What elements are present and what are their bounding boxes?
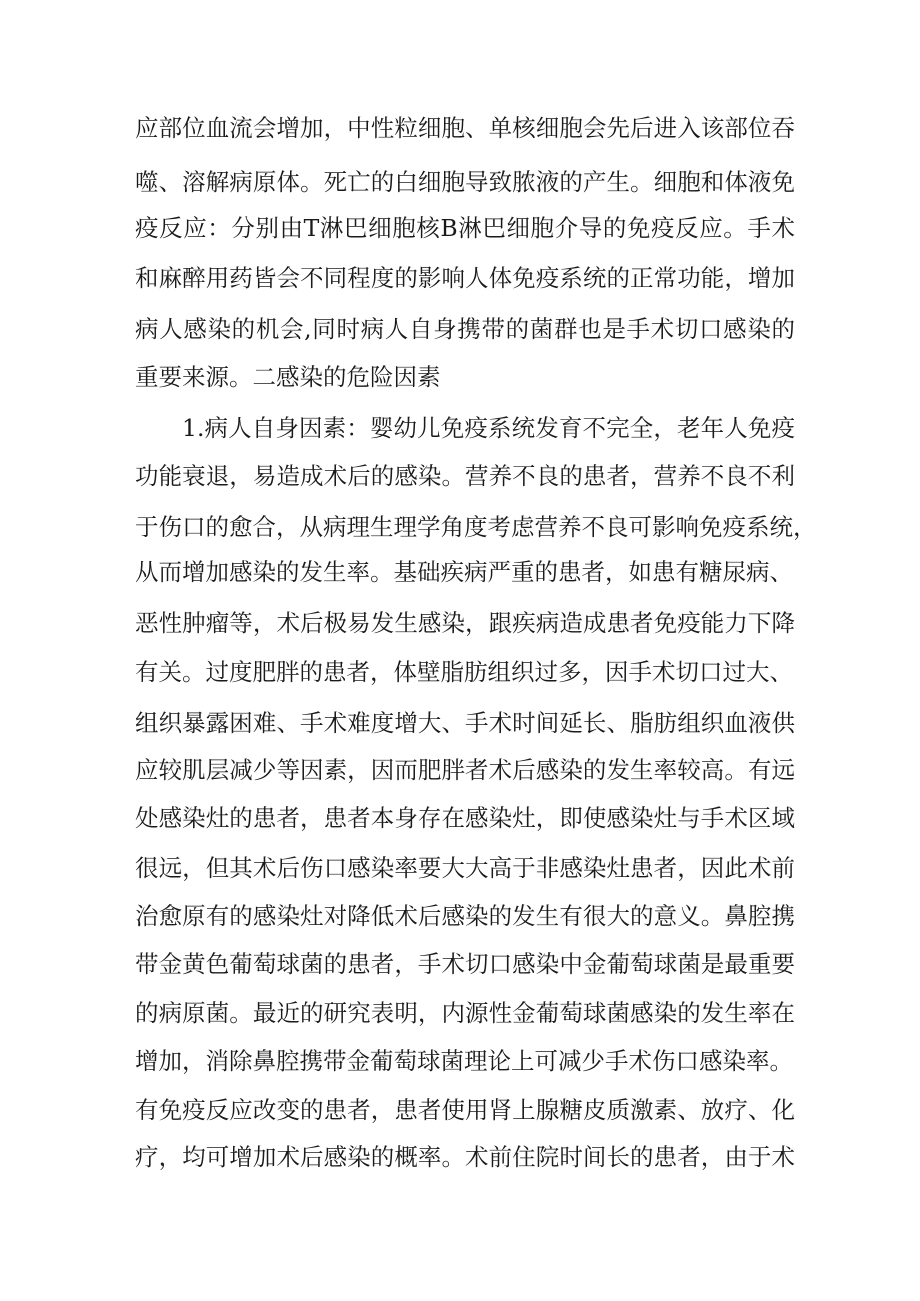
text-line: 很远，但其术后伤口感染率要大大高于非感染灶患者，因此术前 [135,854,795,882]
text-line: 治愈原有的感染灶对降低术后感染的发生有很大的意义。鼻腔携 [135,902,795,930]
text-line: 从而增加感染的发生率。基础疾病严重的患者，如患有糖尿病、 [135,558,793,586]
text-line: 组织暴露困难、手术难度增大、手术时间延长、脂肪组织血液供 [135,709,795,737]
paragraph-first-line: 1.病人自身因素：婴幼儿免疫系统发育不完全，老年人免疫 [182,414,795,442]
text-line: 恶性肿瘤等，术后极易发生感染，跟疾病造成患者免疫能力下降 [135,609,795,637]
text-line: 和麻醉用药皆会不同程度的影响人体免疫系统的正常功能，增加 [135,264,795,292]
text-line: 带金黄色葡萄球菌的患者，手术切口感染中金葡萄球菌是最重要 [135,950,795,978]
text-line: 噬、溶解病原体。死亡的白细胞导致脓液的产生。细胞和体液免 [135,168,795,196]
text-line: 增加，消除鼻腔携带金葡萄球菌理论上可减少手术伤口感染率。 [135,1047,793,1075]
text-line: 疫反应：分别由T淋巴细胞核B淋巴细胞介导的免疫反应。手术 [135,214,795,242]
text-line: 的病原菌。最近的研究表明，内源性金葡萄球菌感染的发生率在 [135,999,795,1027]
text-line: 疗，均可增加术后感染的概率。术前住院时间长的患者，由于术 [135,1143,795,1171]
text-line: 有关。过度肥胖的患者，体壁脂肪组织过多，因手术切口过大、 [135,658,793,686]
text-line: 处感染灶的患者，患者本身存在感染灶，即使感染灶与手术区域 [135,804,795,832]
text-line: 功能衰退，易造成术后的感染。营养不良的患者，营养不良不利 [135,462,795,490]
text-line: 有免疫反应改变的患者，患者使用肾上腺糖皮质激素、放疗、化 [135,1096,795,1124]
text-line: 应部位血流会增加，中性粒细胞、单核细胞会先后进入该部位吞 [135,114,795,142]
text-line: 重要来源。二感染的危险因素 [135,363,441,391]
text-line: 病人感染的机会,同时病人自身携带的菌群也是手术切口感染的 [135,315,795,343]
text-line: 于伤口的愈合，从病理生理学角度考虑营养不良可影响免疫系统， [135,513,817,541]
text-line: 应较肌层减少等因素，因而肥胖者术后感染的发生率较高。有远 [135,756,795,784]
